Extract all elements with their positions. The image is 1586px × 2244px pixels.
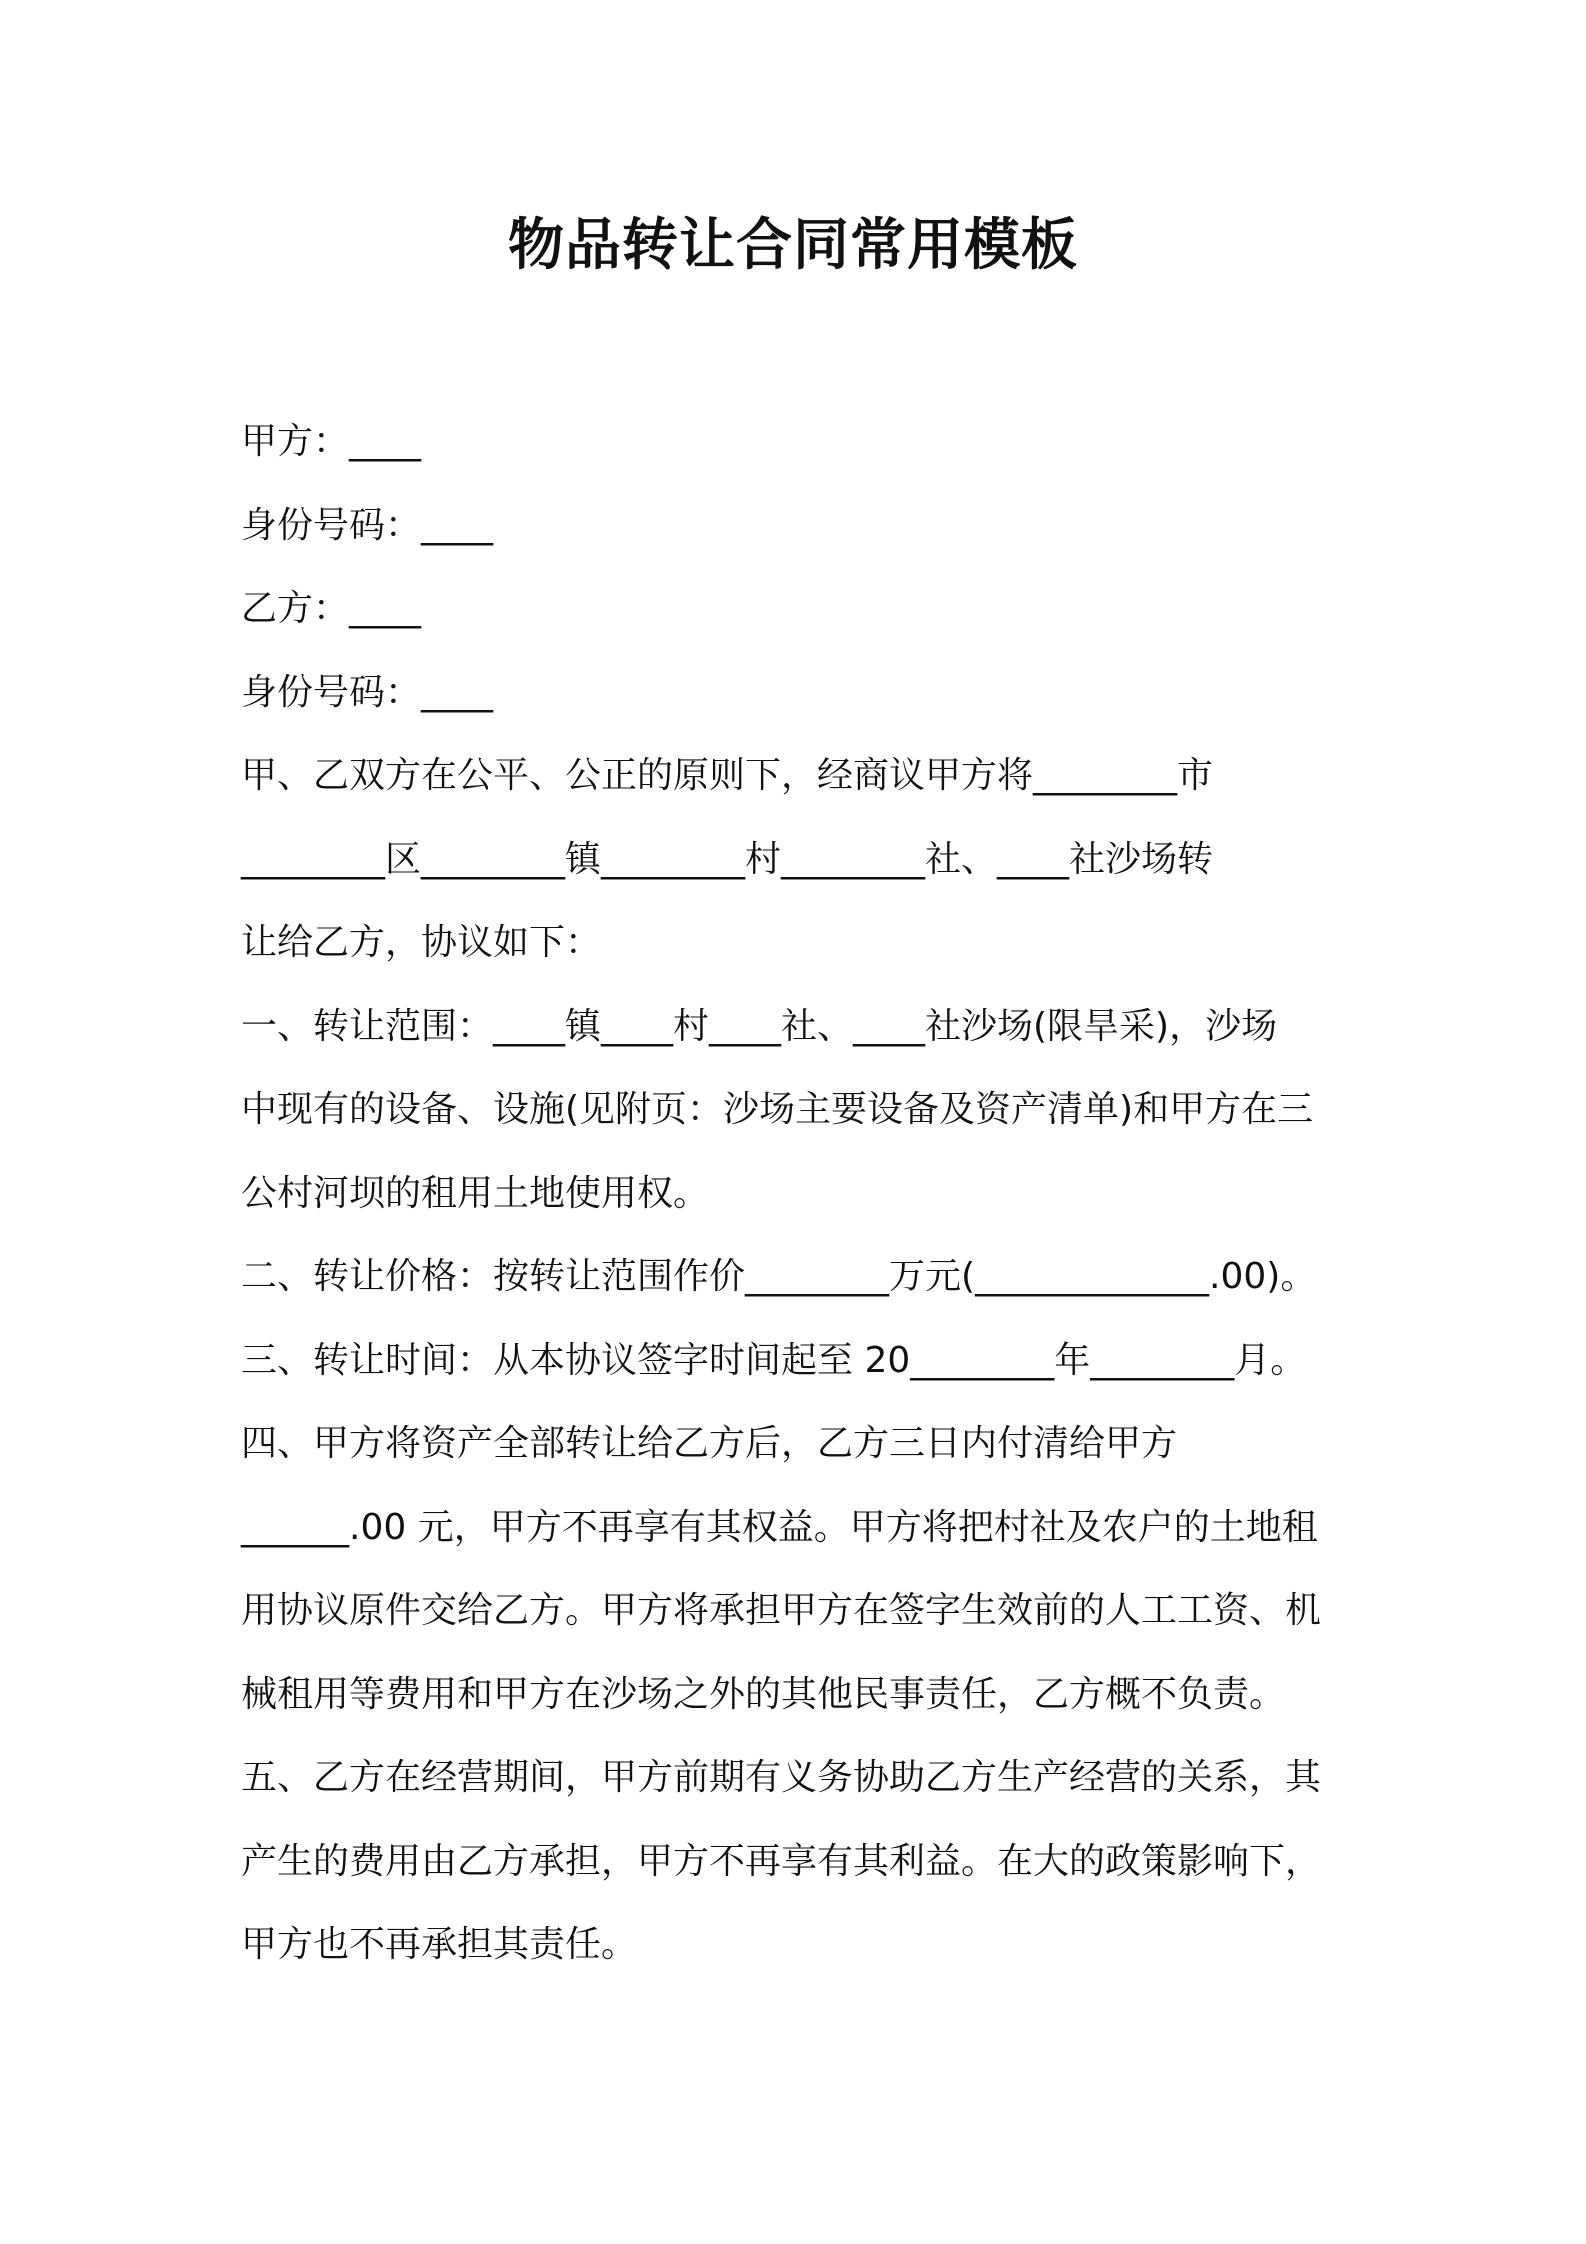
- clause-1-line: 中现有的设备、设施(见附页：沙场主要设备及资产清单)和甲方在三: [241, 1089, 1314, 1130]
- clause-4-line: 四、甲方将资产全部转让给乙方后，乙方三日内付清给甲方: [241, 1423, 1178, 1464]
- document-body: [241, 400, 1361, 1987]
- party-b-id-line: 身份号码：____: [241, 671, 494, 713]
- clause-1-line: 公村河坝的租用土地使用权。: [241, 1172, 710, 1214]
- clause-5-line: 甲方也不再承担其责任。: [241, 1924, 638, 1965]
- clause-5-line: 五、乙方在经营期间，甲方前期有义务协助乙方生产经营的关系，其: [241, 1757, 1322, 1798]
- party-a-line: 甲方：____: [241, 421, 422, 462]
- document-title: 物品转让合同常用模板: [508, 213, 1078, 278]
- clause-5-line: 产生的费用由乙方承担，甲方不再享有其利益。在大的政策影响下，: [241, 1840, 1322, 1882]
- clause-4-line: ______.00 元，甲方不再享有其权益。甲方将把村社及农户的土地租: [241, 1506, 1318, 1548]
- clause-3-line: 三、转让时间：从本协议签字时间起至 20________年________月。: [241, 1339, 1307, 1381]
- clause-2-line: 二、转让价格：按转让范围作价________万元(_____________.00)。: [241, 1256, 1317, 1297]
- preamble-line: 甲、乙双方在公平、公正的原则下，经商议甲方将________市: [241, 755, 1214, 796]
- clause-4-line: 用协议原件交给乙方。甲方将承担甲方在签字生效前的人工工资、机: [241, 1590, 1322, 1631]
- preamble-line: ________区________镇________村________社、____社沙场转: [241, 838, 1214, 880]
- party-b-line: 乙方：____: [241, 588, 422, 629]
- clause-4-line: 械租用等费用和甲方在沙场之外的其他民事责任，乙方概不负责。: [241, 1673, 1286, 1715]
- clause-1-line: 一、转让范围：____镇____村____社、____社沙场(限旱采)，沙场: [241, 1005, 1278, 1047]
- preamble-line: 让给乙方，协议如下：: [241, 922, 602, 963]
- party-a-id-line: 身份号码：____: [241, 504, 494, 546]
